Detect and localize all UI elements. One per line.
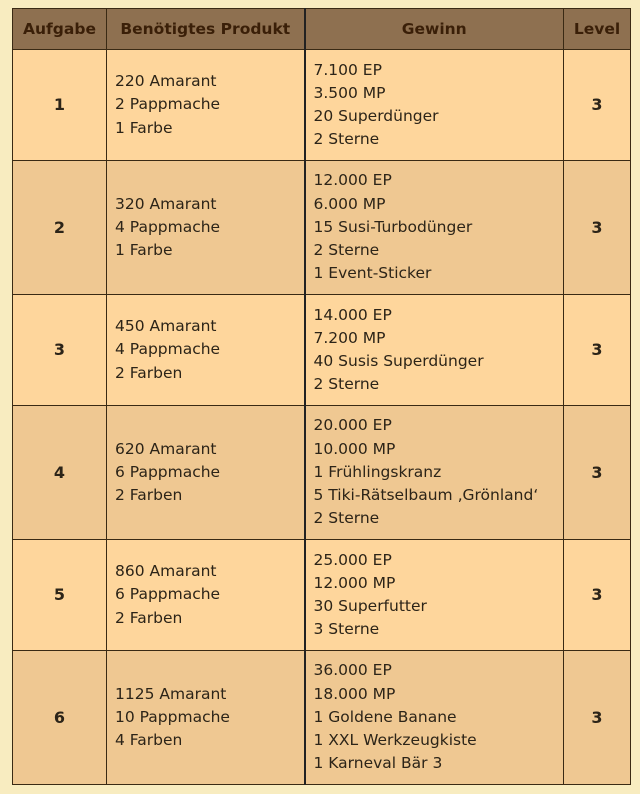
header-task: Aufgabe <box>13 9 107 50</box>
reward-item: 40 Susis Superdünger <box>313 352 484 370</box>
product-item: 6 Pappmache <box>115 585 221 604</box>
product-item: 620 Amarant <box>115 439 217 458</box>
reward-item: 3 Sterne <box>313 620 380 639</box>
table-row <box>13 50 631 161</box>
reward-item: 20 Superdünger <box>313 107 439 125</box>
rewards <box>305 651 564 785</box>
product-item: 6 Pappmache <box>115 462 221 481</box>
level-value: 3 <box>564 50 631 161</box>
product-item: 2 Pappmache <box>115 95 221 114</box>
level-value: 3 <box>564 295 631 406</box>
reward-item: 15 Susi-Turbodünger <box>313 217 473 236</box>
task-number: 5 <box>13 540 107 651</box>
reward-item: 14.000 EP <box>313 305 392 324</box>
task-number: 6 <box>13 651 107 785</box>
required-products <box>107 161 305 295</box>
product-item: 1 Farbe <box>115 241 173 260</box>
reward-item: 2 Sterne <box>313 130 380 149</box>
level-value: 3 <box>564 406 631 540</box>
product-item: 320 Amarant <box>115 194 217 213</box>
table-row <box>13 295 631 406</box>
reward-item: 2 Sterne <box>313 375 380 394</box>
product-item: 860 Amarant <box>115 562 217 581</box>
header-level: Level <box>564 9 631 50</box>
rewards <box>305 406 564 540</box>
reward-item: 2 Sterne <box>313 241 380 260</box>
header-products: Benötigtes Produkt <box>107 9 305 50</box>
product-item: 4 Pappmache <box>115 217 221 236</box>
reward-item: 7.200 MP <box>313 328 386 347</box>
product-item: 2 Farben <box>115 363 183 382</box>
reward-item: 18.000 MP <box>313 684 396 703</box>
reward-item: 1 Event-Sticker <box>313 264 432 283</box>
task-number: 2 <box>13 161 107 295</box>
reward-item: 1 XXL Werkzeugkiste <box>313 731 477 750</box>
table-row <box>13 161 631 295</box>
required-products <box>107 406 305 540</box>
task-number: 4 <box>13 406 107 540</box>
reward-item: 36.000 EP <box>313 661 392 680</box>
required-products <box>107 651 305 785</box>
table-header <box>13 9 631 50</box>
quest-table <box>12 8 631 785</box>
level-value: 3 <box>564 161 631 295</box>
product-item: 450 Amarant <box>115 317 217 336</box>
reward-item: 12.000 MP <box>313 573 396 592</box>
required-products <box>107 50 305 161</box>
level-value: 3 <box>564 540 631 651</box>
task-number: 1 <box>13 50 107 161</box>
product-item: 2 Farben <box>115 486 183 505</box>
product-item: 2 Farben <box>115 608 183 627</box>
product-item: 4 Pappmache <box>115 340 221 359</box>
rewards <box>305 540 564 651</box>
reward-item: 10.000 MP <box>313 439 396 458</box>
required-products <box>107 295 305 406</box>
reward-item: 20.000 EP <box>313 416 392 435</box>
header-row <box>13 9 631 50</box>
product-item: 1125 Amarant <box>115 684 227 703</box>
task-number: 3 <box>13 295 107 406</box>
reward-item: 5 Tiki-Rätselbaum ‚Grönland‘ <box>313 486 539 505</box>
rewards <box>305 50 564 161</box>
reward-item: 1 Karneval Bär 3 <box>313 754 443 773</box>
reward-item: 3.500 MP <box>313 83 386 102</box>
required-products <box>107 540 305 651</box>
table-row <box>13 651 631 785</box>
reward-item: 2 Sterne <box>313 509 380 528</box>
reward-item: 6.000 MP <box>313 194 386 213</box>
header-rewards: Gewinn <box>305 9 564 50</box>
rewards <box>305 295 564 406</box>
table-row <box>13 540 631 651</box>
reward-item: 1 Goldene Banane <box>313 707 457 726</box>
reward-item: 30 Superfutter <box>313 597 427 615</box>
table-row <box>13 406 631 540</box>
product-item: 4 Farben <box>115 731 183 750</box>
reward-item: 12.000 EP <box>313 171 392 190</box>
rewards <box>305 161 564 295</box>
product-item: 1 Farbe <box>115 118 173 137</box>
product-item: 10 Pappmache <box>115 707 230 726</box>
level-value: 3 <box>564 651 631 785</box>
table-body <box>13 50 631 785</box>
product-item: 220 Amarant <box>115 72 217 91</box>
reward-item: 7.100 EP <box>313 60 382 79</box>
reward-item: 1 Frühlingskranz <box>313 462 442 481</box>
reward-item: 25.000 EP <box>313 550 392 569</box>
